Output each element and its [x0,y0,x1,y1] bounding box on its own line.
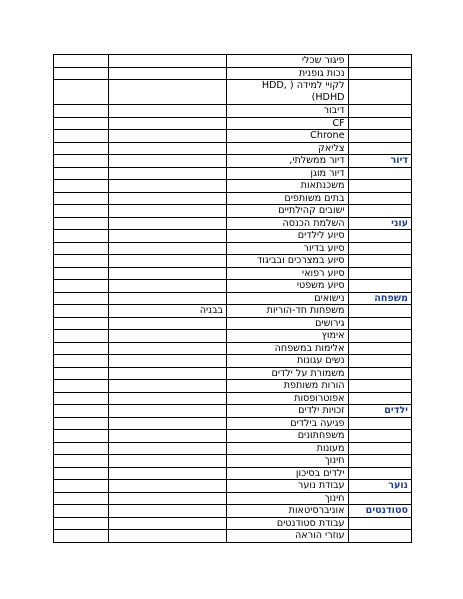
category-cell[interactable] [348,305,411,318]
table-row [54,117,412,130]
item-cell[interactable]: גירושים [227,317,348,330]
table-row [54,67,412,80]
empty-cell[interactable] [54,317,109,330]
category-cell[interactable] [348,467,411,480]
table-row [54,342,412,355]
empty-cell[interactable] [54,292,109,305]
item-cell[interactable]: CF [227,117,348,130]
note-cell[interactable] [108,367,226,380]
note-cell[interactable] [108,55,226,68]
category-cell[interactable] [348,355,411,368]
table-row [54,330,412,343]
note-cell[interactable] [108,442,226,455]
table-row [54,530,412,543]
item-cell[interactable]: דיבור [227,105,348,118]
empty-cell[interactable] [54,180,109,193]
note-cell[interactable] [108,455,226,468]
note-cell[interactable] [108,130,226,143]
item-cell[interactable]: אימוץ [227,330,348,343]
table-row [54,442,412,455]
note-cell[interactable] [108,405,226,418]
category-cell[interactable]: נוער [348,480,411,493]
empty-cell[interactable] [54,105,109,118]
empty-cell[interactable] [54,67,109,80]
empty-cell[interactable] [54,380,109,393]
category-cell[interactable] [348,455,411,468]
table-body [54,55,412,543]
empty-cell[interactable] [54,192,109,205]
table-row [54,217,412,230]
empty-cell[interactable] [54,430,109,443]
category-cell[interactable]: עוני [348,217,411,230]
empty-cell[interactable] [54,392,109,405]
table-row [54,192,412,205]
note-cell[interactable] [108,330,226,343]
note-cell[interactable] [108,217,226,230]
empty-cell[interactable] [54,167,109,180]
empty-cell[interactable] [54,217,109,230]
table-row [54,55,412,68]
empty-cell[interactable] [54,155,109,168]
empty-cell[interactable] [54,517,109,530]
item-cell[interactable]: פגיעה בילדים [227,417,348,430]
note-cell[interactable] [108,80,226,105]
item-cell[interactable]: מעונות [227,442,348,455]
empty-cell[interactable] [54,367,109,380]
category-cell[interactable] [348,267,411,280]
note-cell[interactable] [108,505,226,518]
table-row [54,392,412,405]
table-row [54,467,412,480]
table-row [54,517,412,530]
category-cell[interactable] [348,330,411,343]
category-cell[interactable] [348,517,411,530]
item-cell[interactable]: אלימות במשפחה [227,342,348,355]
category-cell[interactable] [348,367,411,380]
item-cell[interactable]: סיוע במצרכים ובביגוד [227,255,348,268]
note-cell[interactable] [108,480,226,493]
note-cell[interactable] [108,230,226,243]
table-row [54,480,412,493]
note-cell[interactable] [108,342,226,355]
table-row [54,155,412,168]
note-cell[interactable] [108,142,226,155]
note-cell[interactable]: בבניה [108,305,226,318]
note-cell[interactable] [108,267,226,280]
item-cell[interactable]: אפוטרופסות [227,392,348,405]
empty-cell[interactable] [54,505,109,518]
empty-cell[interactable] [54,305,109,318]
category-cell[interactable] [348,117,411,130]
category-cell[interactable] [348,205,411,218]
category-cell[interactable]: סטודנטים [348,505,411,518]
item-cell[interactable]: סיוע משפטי [227,280,348,293]
note-cell[interactable] [108,180,226,193]
item-cell[interactable]: משפחתונים [227,430,348,443]
category-cell[interactable] [348,142,411,155]
item-cell[interactable]: דיור מוגן [227,167,348,180]
category-cell[interactable] [348,230,411,243]
category-cell[interactable] [348,342,411,355]
category-cell[interactable] [348,317,411,330]
item-cell[interactable]: עבודת נוער [227,480,348,493]
table-row [54,355,412,368]
item-cell[interactable]: עבודת סטודנטים [227,517,348,530]
empty-cell[interactable] [54,455,109,468]
table-row [54,130,412,143]
table-row [54,505,412,518]
category-cell[interactable]: ילדים [348,405,411,418]
table-row [54,280,412,293]
empty-cell[interactable] [54,492,109,505]
item-cell[interactable]: פיגור שכלי [227,55,348,68]
note-cell[interactable] [108,430,226,443]
item-cell[interactable]: לקויי למידה ( HDD, HDHD) [227,80,348,105]
table-row [54,492,412,505]
category-cell[interactable] [348,255,411,268]
note-cell[interactable] [108,355,226,368]
category-cell[interactable] [348,80,411,105]
table-row [54,242,412,255]
item-cell[interactable]: חינוך [227,455,348,468]
note-cell[interactable] [108,105,226,118]
empty-cell[interactable] [54,242,109,255]
empty-cell[interactable] [54,255,109,268]
item-cell[interactable]: סיוע בדיור [227,242,348,255]
empty-cell[interactable] [54,355,109,368]
empty-cell[interactable] [54,480,109,493]
item-cell[interactable]: נכות גופנית [227,67,348,80]
item-cell[interactable]: עוזרי הוראה [227,530,348,543]
empty-cell[interactable] [54,267,109,280]
table-row [54,167,412,180]
item-cell[interactable]: ילדים בסיכון [227,467,348,480]
item-cell[interactable]: הורות משותפת [227,380,348,393]
note-cell[interactable] [108,205,226,218]
table-row [54,317,412,330]
category-cell[interactable] [348,105,411,118]
table-row [54,230,412,243]
table-row [54,80,412,105]
item-cell[interactable]: סיוע לילדים [227,230,348,243]
item-cell[interactable]: נשים עגונות [227,355,348,368]
item-cell[interactable]: אוניברסיטאות [227,505,348,518]
note-cell[interactable] [108,167,226,180]
note-cell[interactable] [108,255,226,268]
table-row [54,455,412,468]
category-cell[interactable] [348,192,411,205]
category-cell[interactable] [348,380,411,393]
category-cell[interactable]: משפחה [348,292,411,305]
note-cell[interactable] [108,67,226,80]
item-cell[interactable]: משפחות חד-הוריות [227,305,348,318]
table-row [54,267,412,280]
category-cell[interactable] [348,492,411,505]
note-cell[interactable] [108,192,226,205]
table-row [54,105,412,118]
item-cell[interactable]: דיור ממשלתי, [227,155,348,168]
empty-cell[interactable] [54,55,109,68]
empty-cell[interactable] [54,205,109,218]
item-cell[interactable]: סיוע רפואי [227,267,348,280]
category-cell[interactable] [348,280,411,293]
table-row [54,305,412,318]
item-cell[interactable]: משכנתאות [227,180,348,193]
table-row [54,380,412,393]
category-cell[interactable] [348,430,411,443]
note-cell[interactable] [108,392,226,405]
table-row [54,205,412,218]
item-cell[interactable]: בתים משותפים [227,192,348,205]
note-cell[interactable] [108,317,226,330]
item-cell[interactable]: צליאק [227,142,348,155]
note-cell[interactable] [108,155,226,168]
empty-cell[interactable] [54,405,109,418]
note-cell[interactable] [108,417,226,430]
category-cell[interactable] [348,392,411,405]
empty-cell[interactable] [54,142,109,155]
category-cell[interactable] [348,167,411,180]
item-cell[interactable]: השלמת הכנסה [227,217,348,230]
empty-cell[interactable] [54,530,109,543]
empty-cell[interactable] [54,280,109,293]
category-cell[interactable] [348,67,411,80]
empty-cell[interactable] [54,467,109,480]
table-row [54,180,412,193]
item-cell[interactable]: משמורת על ילדים [227,367,348,380]
category-cell[interactable]: דיור [348,155,411,168]
item-cell[interactable]: זכויות ילדים [227,405,348,418]
item-cell[interactable]: ישובים קהילתיים [227,205,348,218]
category-cell[interactable] [348,242,411,255]
item-cell[interactable]: נישואים [227,292,348,305]
empty-cell[interactable] [54,342,109,355]
note-cell[interactable] [108,117,226,130]
table-row [54,405,412,418]
table-row [54,142,412,155]
empty-cell[interactable] [54,80,109,105]
category-cell[interactable] [348,417,411,430]
table-row [54,292,412,305]
note-cell[interactable] [108,242,226,255]
empty-cell[interactable] [54,442,109,455]
category-cell[interactable] [348,442,411,455]
note-cell[interactable] [108,280,226,293]
table-row [54,417,412,430]
empty-cell[interactable] [54,417,109,430]
empty-cell[interactable] [54,330,109,343]
category-cell[interactable] [348,130,411,143]
category-cell[interactable] [348,55,411,68]
note-cell[interactable] [108,292,226,305]
empty-cell[interactable] [54,117,109,130]
note-cell[interactable] [108,530,226,543]
note-cell[interactable] [108,492,226,505]
table-row [54,255,412,268]
table-row [54,367,412,380]
note-cell[interactable] [108,467,226,480]
item-cell[interactable]: Chrone [227,130,348,143]
spreadsheet-table [53,54,412,543]
empty-cell[interactable] [54,230,109,243]
table-row [54,430,412,443]
empty-cell[interactable] [54,130,109,143]
category-cell[interactable] [348,180,411,193]
category-cell[interactable] [348,530,411,543]
note-cell[interactable] [108,380,226,393]
note-cell[interactable] [108,517,226,530]
item-cell[interactable]: חינוך [227,492,348,505]
